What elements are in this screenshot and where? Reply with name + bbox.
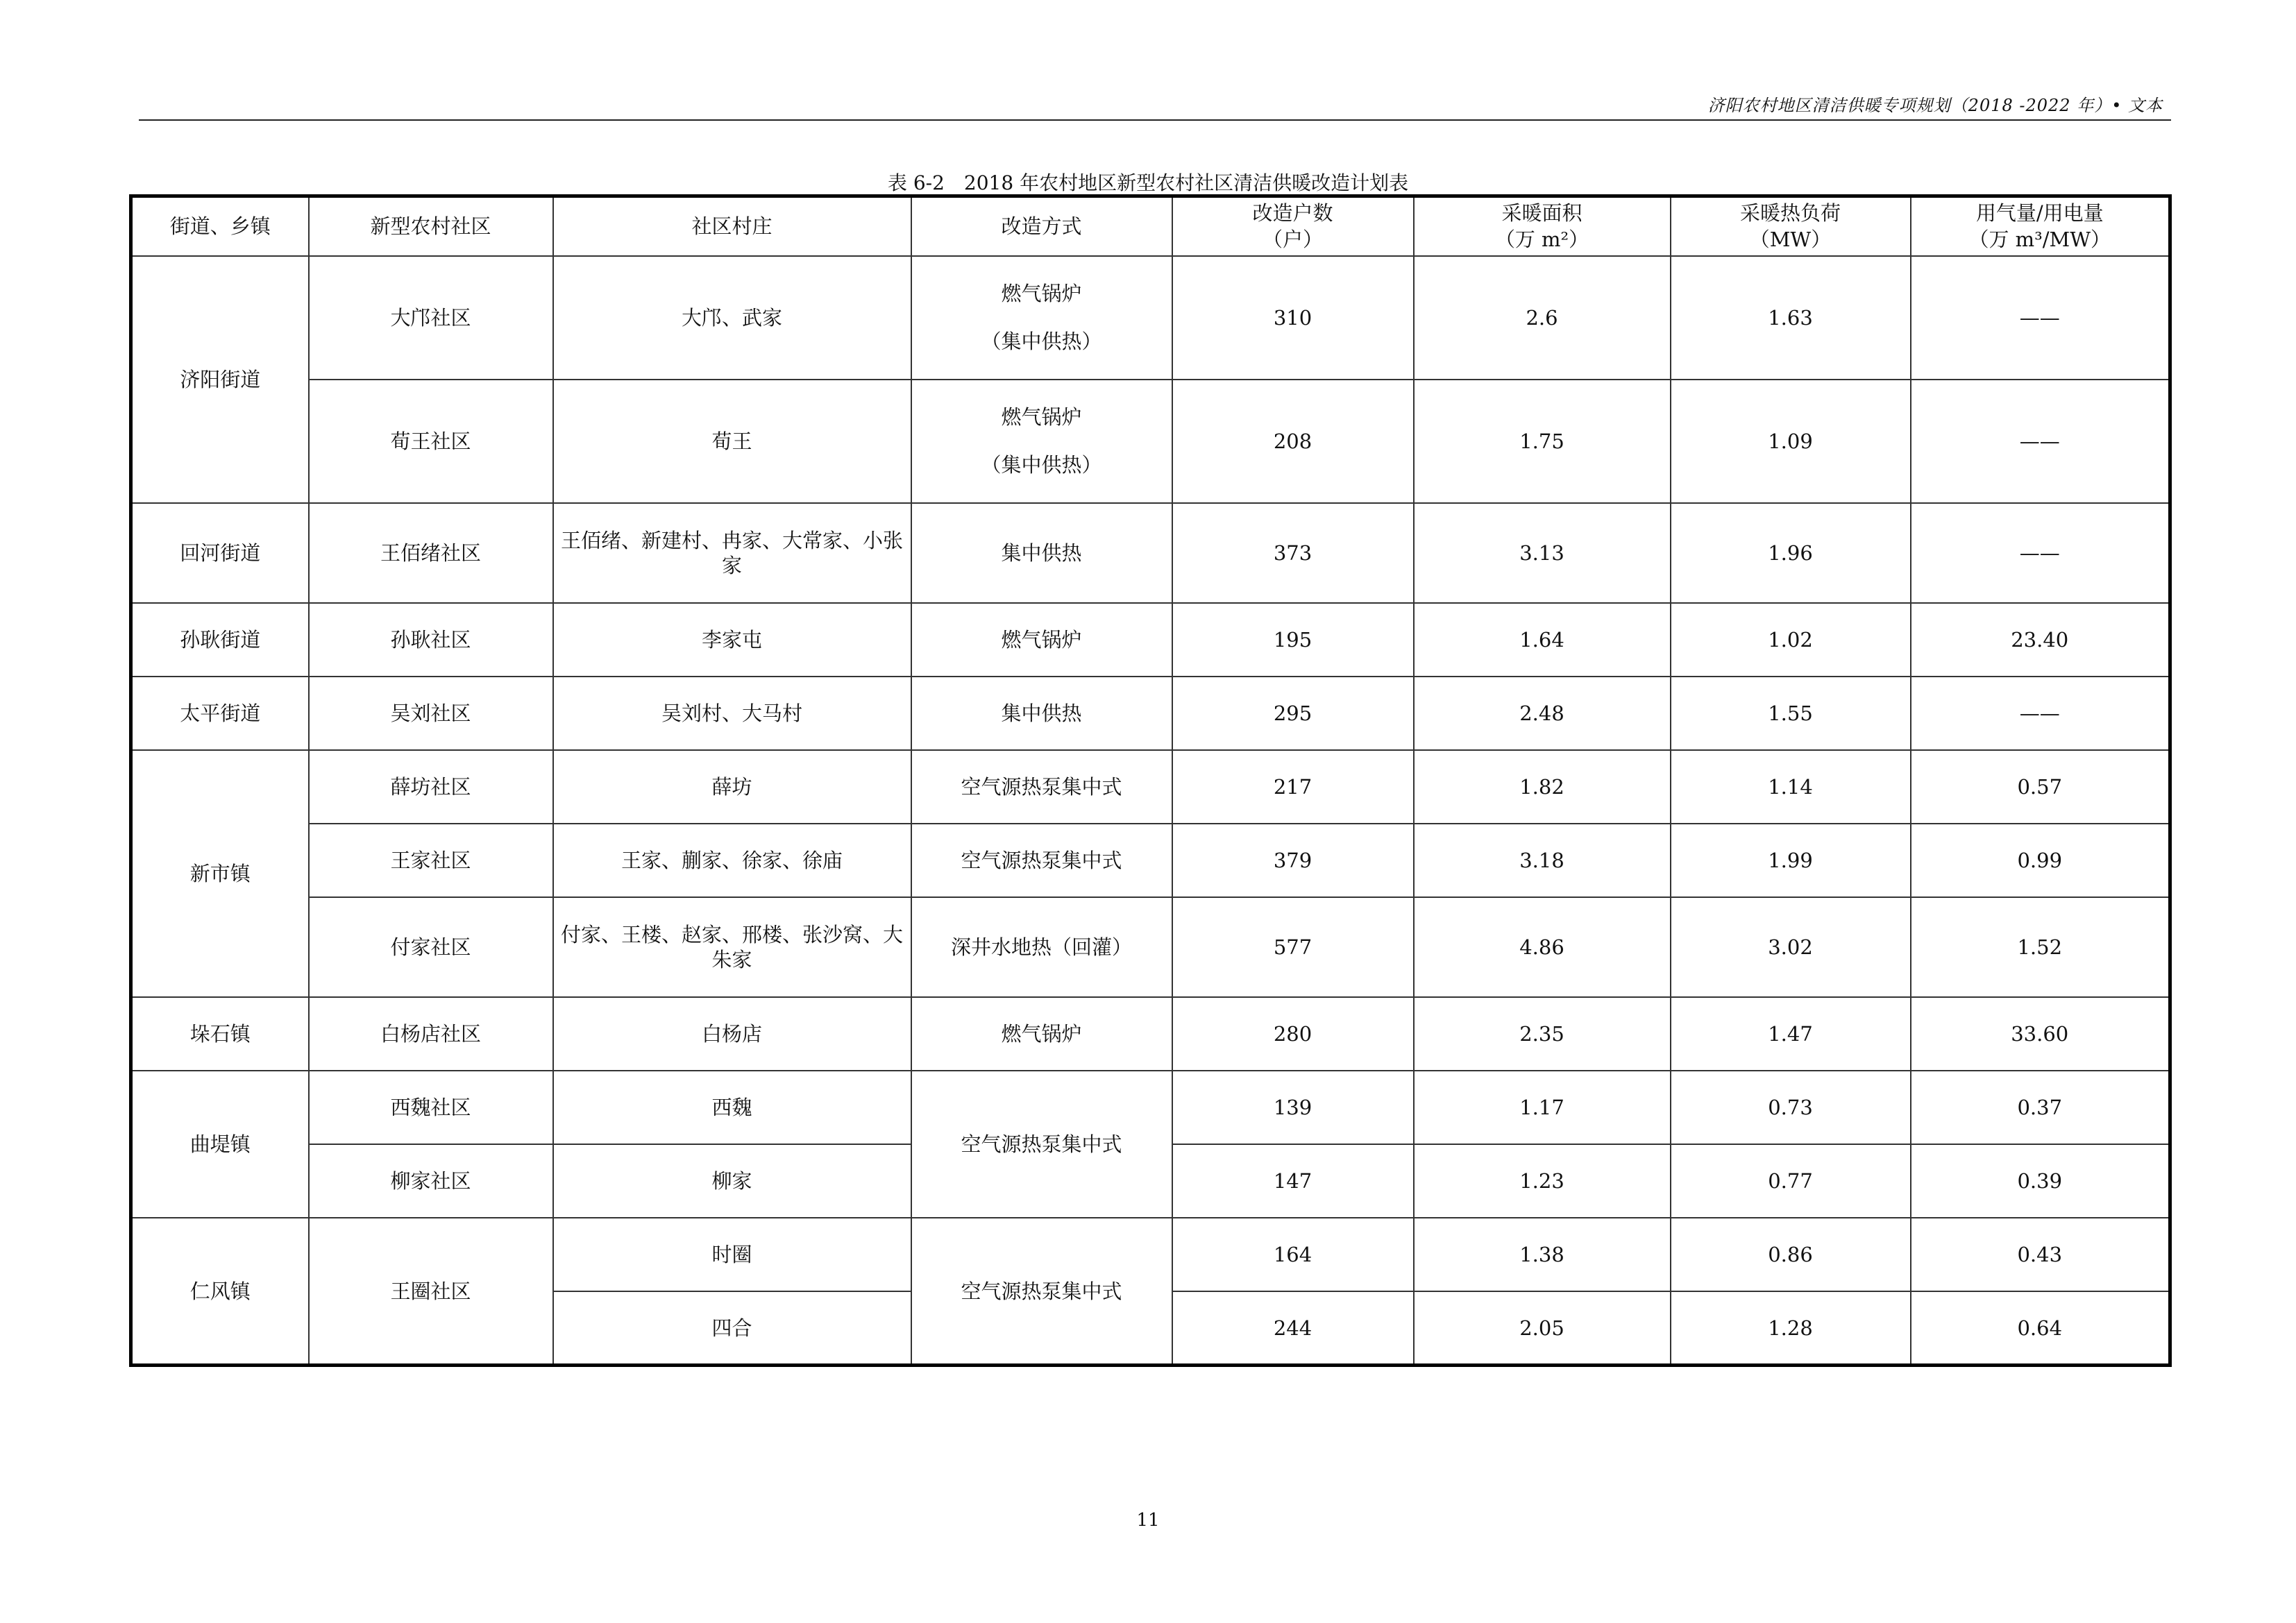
load-cell: 3.02	[1671, 897, 1911, 997]
col-header-load: 采暖热负荷 （MW）	[1671, 196, 1911, 257]
col-header-community: 新型农村社区	[309, 196, 553, 257]
table-caption: 表 6-2 2018 年农村地区新型农村社区清洁供暖改造计划表	[887, 171, 1409, 194]
table-row	[131, 750, 2170, 824]
usage-cell: 33.60	[1911, 997, 2170, 1071]
community-cell: 孙耿社区	[309, 603, 553, 677]
district-cell: 新市镇	[131, 750, 309, 997]
community-cell: 吴刘社区	[309, 677, 553, 750]
usage-cell: ——	[1911, 380, 2170, 503]
table-row	[131, 897, 2170, 997]
households-cell: 164	[1172, 1218, 1414, 1291]
district-cell: 仁风镇	[131, 1218, 309, 1365]
usage-cell: 0.64	[1911, 1291, 2170, 1365]
area-cell: 1.82	[1414, 750, 1671, 824]
usage-cell: ——	[1911, 677, 2170, 750]
households-cell: 195	[1172, 603, 1414, 677]
col-header-district: 街道、乡镇	[131, 196, 309, 257]
method-cell: 空气源热泵集中式	[911, 1218, 1172, 1365]
usage-cell: 1.52	[1911, 897, 2170, 997]
households-cell: 280	[1172, 997, 1414, 1071]
district-cell: 垛石镇	[131, 997, 309, 1071]
area-cell: 4.86	[1414, 897, 1671, 997]
usage-cell: 0.37	[1911, 1071, 2170, 1144]
households-cell: 147	[1172, 1144, 1414, 1218]
load-cell: 1.02	[1671, 603, 1911, 677]
table-row	[131, 603, 2170, 677]
usage-cell: ——	[1911, 503, 2170, 603]
area-cell: 2.48	[1414, 677, 1671, 750]
table-row	[131, 503, 2170, 603]
villages-cell: 荀王	[553, 380, 911, 503]
col-header-households: 改造户数 （户）	[1172, 196, 1414, 257]
villages-cell: 大邝、武家	[553, 256, 911, 380]
method-cell: 深井水地热（回灌）	[911, 897, 1172, 997]
usage-cell: 23.40	[1911, 603, 2170, 677]
heating-plan-table	[129, 194, 2172, 1367]
col-header-area: 采暖面积 （万 m²）	[1414, 196, 1671, 257]
col-header-usage: 用气量/用电量 （万 m³/MW）	[1911, 196, 2170, 257]
method-cell: 集中供热	[911, 503, 1172, 603]
load-cell: 1.28	[1671, 1291, 1911, 1365]
load-cell: 1.55	[1671, 677, 1911, 750]
load-cell: 1.96	[1671, 503, 1911, 603]
load-cell: 1.14	[1671, 750, 1911, 824]
households-cell: 310	[1172, 256, 1414, 380]
area-cell: 2.05	[1414, 1291, 1671, 1365]
area-cell: 1.38	[1414, 1218, 1671, 1291]
method-cell: 空气源热泵集中式	[911, 750, 1172, 824]
area-cell: 3.18	[1414, 824, 1671, 897]
col-header-method: 改造方式	[911, 196, 1172, 257]
community-cell: 大邝社区	[309, 256, 553, 380]
area-cell: 1.23	[1414, 1144, 1671, 1218]
usage-cell: 0.57	[1911, 750, 2170, 824]
area-cell: 1.75	[1414, 380, 1671, 503]
villages-cell: 薛坊	[553, 750, 911, 824]
households-cell: 244	[1172, 1291, 1414, 1365]
method-cell: 空气源热泵集中式	[911, 824, 1172, 897]
table-row	[131, 677, 2170, 750]
district-cell: 太平街道	[131, 677, 309, 750]
households-cell: 208	[1172, 380, 1414, 503]
running-header: 济阳农村地区清洁供暖专项规划（2018 -2022 年）• 文本	[1707, 96, 2163, 115]
district-cell: 济阳街道	[131, 256, 309, 503]
table-row	[131, 1218, 2170, 1291]
area-cell: 2.35	[1414, 997, 1671, 1071]
district-cell: 回河街道	[131, 503, 309, 603]
households-cell: 379	[1172, 824, 1414, 897]
col-header-villages: 社区村庄	[553, 196, 911, 257]
district-cell: 曲堤镇	[131, 1071, 309, 1218]
villages-cell: 柳家	[553, 1144, 911, 1218]
villages-cell: 王佰绪、新建村、冉家、大常家、小张家	[553, 503, 911, 603]
usage-cell: ——	[1911, 256, 2170, 380]
table-row	[131, 997, 2170, 1071]
community-cell: 付家社区	[309, 897, 553, 997]
method-cell: 空气源热泵集中式	[911, 1071, 1172, 1218]
method-cell: 集中供热	[911, 677, 1172, 750]
area-cell: 2.6	[1414, 256, 1671, 380]
villages-cell: 四合	[553, 1291, 911, 1365]
table-row	[131, 256, 2170, 380]
table-row	[131, 1071, 2170, 1144]
community-cell: 王家社区	[309, 824, 553, 897]
table-row	[131, 380, 2170, 503]
load-cell: 1.99	[1671, 824, 1911, 897]
method-cell: 燃气锅炉 （集中供热）	[911, 380, 1172, 503]
method-cell: 燃气锅炉	[911, 997, 1172, 1071]
district-cell: 孙耿街道	[131, 603, 309, 677]
community-cell: 王圈社区	[309, 1218, 553, 1365]
load-cell: 1.63	[1671, 256, 1911, 380]
area-cell: 3.13	[1414, 503, 1671, 603]
load-cell: 0.86	[1671, 1218, 1911, 1291]
villages-cell: 白杨店	[553, 997, 911, 1071]
area-cell: 1.64	[1414, 603, 1671, 677]
header-rule	[139, 119, 2171, 121]
method-cell: 燃气锅炉	[911, 603, 1172, 677]
households-cell: 577	[1172, 897, 1414, 997]
table-row	[131, 824, 2170, 897]
load-cell: 0.77	[1671, 1144, 1911, 1218]
page-number: 11	[1136, 1510, 1160, 1531]
load-cell: 1.47	[1671, 997, 1911, 1071]
community-cell: 王佰绪社区	[309, 503, 553, 603]
community-cell: 西魏社区	[309, 1071, 553, 1144]
villages-cell: 李家屯	[553, 603, 911, 677]
villages-cell: 付家、王楼、赵家、邢楼、张沙窝、大朱家	[553, 897, 911, 997]
households-cell: 139	[1172, 1071, 1414, 1144]
header-row	[131, 196, 2170, 257]
area-cell: 1.17	[1414, 1071, 1671, 1144]
usage-cell: 0.39	[1911, 1144, 2170, 1218]
households-cell: 295	[1172, 677, 1414, 750]
households-cell: 373	[1172, 503, 1414, 603]
load-cell: 0.73	[1671, 1071, 1911, 1144]
villages-cell: 王家、蒯家、徐家、徐庙	[553, 824, 911, 897]
usage-cell: 0.99	[1911, 824, 2170, 897]
community-cell: 柳家社区	[309, 1144, 553, 1218]
community-cell: 薛坊社区	[309, 750, 553, 824]
households-cell: 217	[1172, 750, 1414, 824]
community-cell: 荀王社区	[309, 380, 553, 503]
method-cell: 燃气锅炉 （集中供热）	[911, 256, 1172, 380]
villages-cell: 时圈	[553, 1218, 911, 1291]
villages-cell: 吴刘村、大马村	[553, 677, 911, 750]
villages-cell: 西魏	[553, 1071, 911, 1144]
load-cell: 1.09	[1671, 380, 1911, 503]
community-cell: 白杨店社区	[309, 997, 553, 1071]
usage-cell: 0.43	[1911, 1218, 2170, 1291]
